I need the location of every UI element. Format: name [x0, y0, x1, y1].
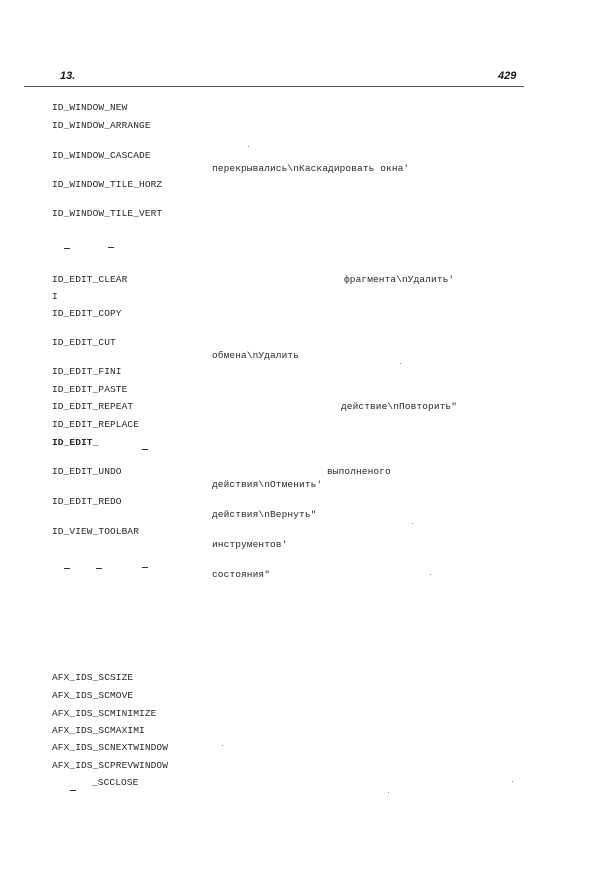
string-line: состояния": [212, 569, 271, 580]
id-line: ID_EDIT_CUT: [52, 337, 116, 348]
string-line: действия\nВернуть": [212, 509, 317, 520]
id-line: ID_EDIT_REPEAT: [52, 401, 134, 412]
afx-line: AFX_IDS_SCMINIMIZE: [52, 708, 157, 719]
underscore-mark: [70, 790, 76, 791]
id-line: ID_WINDOW_ARRANGE: [52, 120, 151, 131]
string-line: инструментов': [212, 539, 288, 550]
underscore-mark: [64, 568, 70, 569]
id-line: ID_EDIT_REPLACE: [52, 419, 140, 430]
string-line: действие\nПовторить": [341, 401, 458, 412]
id-line: ID_WINDOW_TILE_VERT: [52, 208, 163, 219]
underscore-mark: [142, 567, 148, 568]
string-line: перекрывались\nКаскадировать окна': [212, 163, 410, 174]
afx-line: AFX_IDS_SCPREVWINDOW: [52, 760, 169, 771]
id-line: ID_WINDOW_NEW: [52, 102, 128, 113]
scan-speck: [512, 781, 513, 782]
id-line: ID_EDIT_COPY: [52, 308, 122, 319]
afx-line: _SCCLOSE: [92, 777, 139, 788]
scan-speck: [248, 146, 249, 147]
underscore-mark: [96, 568, 102, 569]
chapter-number: 13.: [60, 70, 76, 82]
string-line: обмена\nУдалить: [212, 350, 300, 361]
string-line: действия\nОтменить': [212, 479, 323, 490]
id-line: ID_EDIT_REDO: [52, 496, 122, 507]
scan-speck: [430, 574, 431, 575]
id-line: ID_EDIT_CLEAR: [52, 274, 128, 285]
afx-line: AFX_IDS_SCMOVE: [52, 690, 134, 701]
scan-speck: [388, 792, 389, 793]
afx-line: AFX_IDS_SCSIZE: [52, 672, 134, 683]
id-line: ID_EDIT_FINI: [52, 366, 122, 377]
scan-speck: [412, 523, 413, 524]
scan-speck: [222, 745, 223, 746]
scan-speck: [400, 363, 401, 364]
afx-line: AFX_IDS_SCNEXTWINDOW: [52, 742, 169, 753]
afx-line: AFX_IDS_SCMAXIMI: [52, 725, 145, 736]
id-line: ID_VIEW_TOOLBAR: [52, 526, 140, 537]
string-line: фрагмента\nУдалить': [344, 274, 455, 285]
id-line: ID_EDIT_PASTE: [52, 384, 128, 395]
header-rule: [24, 86, 524, 87]
string-line: выполненого: [327, 466, 391, 477]
id-line: ID_EDIT_UNDO: [52, 466, 122, 477]
underscore-mark: [64, 248, 70, 249]
underscore-mark: [142, 449, 148, 450]
page-number: 429: [498, 70, 517, 82]
underscore-mark: [108, 247, 114, 248]
id-line: ID_EDIT_: [52, 437, 99, 448]
id-line: I: [52, 291, 58, 302]
id-line: ID_WINDOW_CASCADE: [52, 150, 151, 161]
id-line: ID_WINDOW_TILE_HORZ: [52, 179, 163, 190]
